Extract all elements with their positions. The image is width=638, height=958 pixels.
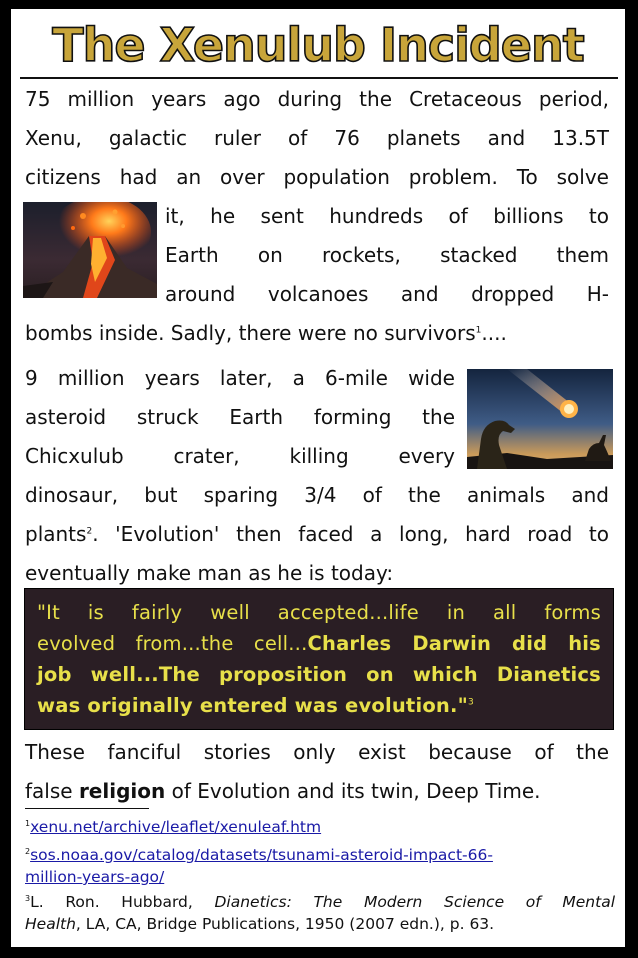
- quote-box: [24, 588, 614, 730]
- quote-line-bold: was originally entered was evolution.": [37, 694, 468, 717]
- para2-line: Chicxulub crater, killing every: [25, 444, 455, 468]
- footnote-2: [25, 844, 615, 888]
- citation-title: Dianetics: The Modern Science of Mental: [214, 893, 616, 911]
- para1-line: 75 million years ago during the Cretaceous period,: [25, 87, 609, 111]
- footnote-3-line: [25, 891, 615, 913]
- footnote-3: [25, 891, 615, 935]
- citation-author: L. Ron. Hubbard,: [30, 893, 215, 911]
- footnote-ref-1: 1: [475, 325, 482, 336]
- closing-text: of Evolution and its twin, Deep Time.: [165, 779, 541, 803]
- para1-line: Earth on rockets, stacked them: [165, 243, 609, 267]
- para2-line: 9 million years later, a 6-mile wide: [25, 366, 455, 390]
- footnote-ref-3: 3: [467, 697, 474, 708]
- footnote-number: 1: [25, 818, 31, 828]
- para1-line: it, he sent hundreds of billions to: [165, 204, 609, 228]
- quote-line-text: evolved from...the cell...: [37, 632, 308, 655]
- para1-line: [25, 314, 609, 353]
- emphasis-religion: religion: [78, 779, 166, 803]
- footnote-2-link[interactable]: sos.noaa.gov/catalog/datasets/tsunami-asteroid-impact-66-: [30, 846, 493, 864]
- quote-line: "It is fairly well accepted...life in all forms: [37, 601, 601, 624]
- para2-line: [25, 515, 609, 554]
- citation-publisher: , LA, CA, Bridge Publications, 1950 (2007 edn.), p. 63.: [75, 915, 495, 933]
- para2-line-text: plants: [25, 522, 87, 546]
- closing-line: These fanciful stories only exist because of the: [25, 740, 609, 764]
- footnote-1-link[interactable]: xenu.net/archive/leaflet/xenuleaf.htm: [30, 818, 322, 836]
- closing-line: [25, 772, 609, 811]
- quote-line-bold: Charles Darwin did his: [307, 632, 601, 655]
- volcano-image: [23, 202, 157, 298]
- closing-text: false: [25, 779, 79, 803]
- quote-line: [37, 690, 601, 721]
- para2-line: eventually make man as he is today:: [25, 561, 394, 585]
- footnote-number: 3: [25, 893, 31, 903]
- footnote-ref-2: 2: [86, 526, 93, 537]
- paragraph-closing: [25, 733, 609, 811]
- para1-line: around volcanoes and dropped H-: [165, 282, 609, 306]
- title-divider: [20, 77, 618, 79]
- citation-title-cont: Health: [25, 915, 76, 933]
- para1-line: Xenu, galactic ruler of 76 planets and 13.5T: [25, 126, 609, 150]
- footnote-3-line: [25, 913, 615, 935]
- footnote-divider: [25, 808, 149, 809]
- ellipsis: ....: [481, 321, 507, 345]
- quote-line-bold: job well...The proposition on which Dianetics: [37, 663, 601, 686]
- para2-line: dinosaur, but sparing 3/4 of the animals and: [25, 483, 609, 507]
- quote-line: [37, 659, 601, 690]
- para1-line-text: bombs inside. Sadly, there were no survivors: [25, 321, 476, 345]
- para2-line: asteroid struck Earth forming the: [25, 405, 455, 429]
- footnote-number: 2: [25, 846, 31, 856]
- footnote-1: [25, 816, 615, 838]
- page-title: The Xenulub Incident: [52, 18, 584, 72]
- para1-line: citizens had an over population problem. To solve: [25, 165, 609, 189]
- footnote-2-link-cont[interactable]: million-years-ago/: [25, 868, 165, 886]
- para2-line-text: . 'Evolution' then faced a long, hard road to: [92, 522, 609, 546]
- poster-card: [11, 9, 625, 947]
- quote-line: [37, 628, 601, 659]
- quote-text: [37, 597, 601, 721]
- asteroid-dinosaur-image: [467, 369, 613, 469]
